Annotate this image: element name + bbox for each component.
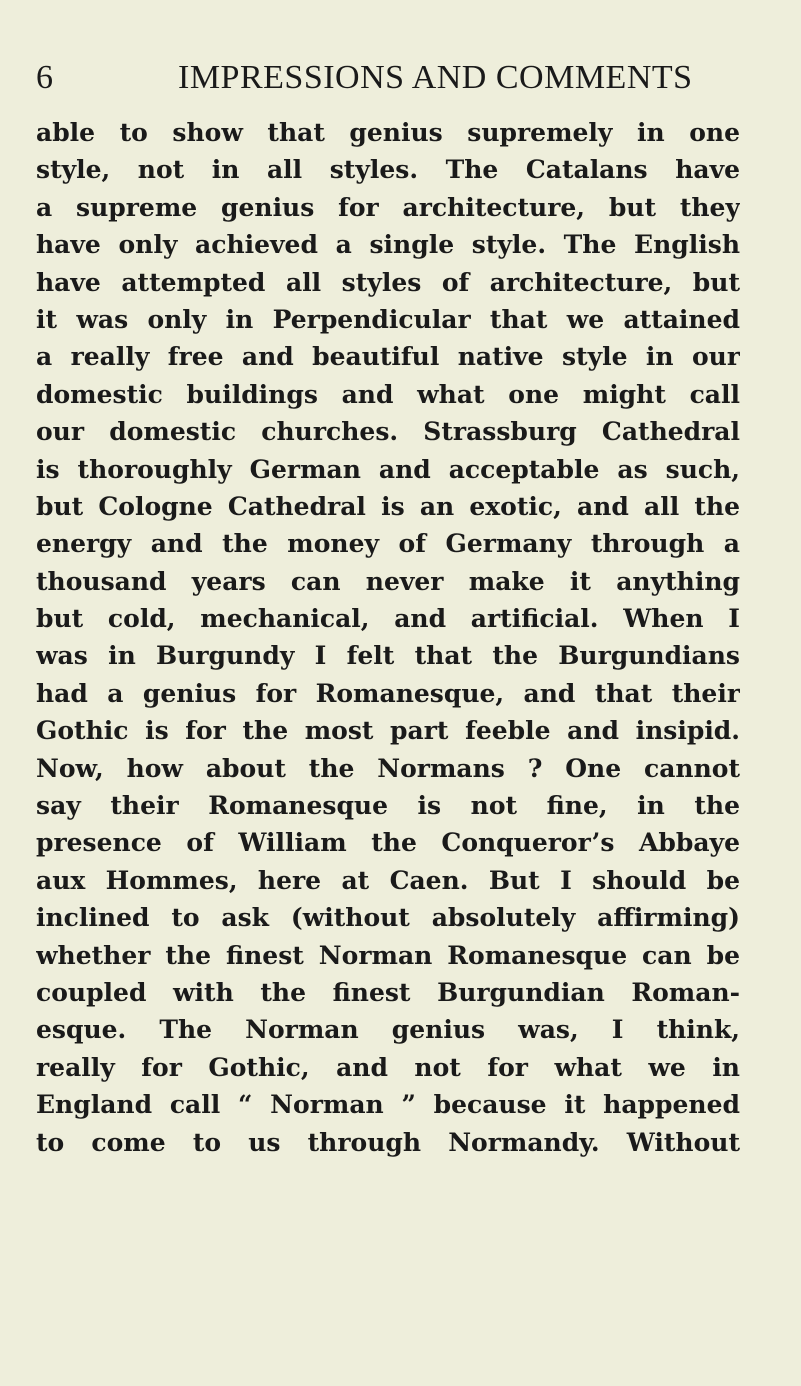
running-head (36, 58, 756, 98)
text-line: to come to us through Normandy. Without (36, 1127, 740, 1157)
text-line: but cold, mechanical, and artificial. When I (36, 604, 740, 634)
text-line: energy and the money of Germany through a (36, 529, 740, 559)
text-line: able to show that genius supremely in one (36, 118, 740, 147)
text-line: Gothic is for the most part feeble and insipid. (36, 716, 740, 746)
text-line: style, not in all styles. The Catalans have (36, 155, 740, 185)
text-line: had a genius for Romanesque, and that their (36, 678, 740, 708)
page-number: 6 (36, 59, 54, 96)
running-head-title: IMPRESSIONS AND COMMENTS (178, 59, 693, 96)
text-line: coupled with the finest Burgundian Roman- (36, 977, 740, 1007)
text-line: domestic buildings and what one might call (36, 379, 740, 409)
text-line: England call “ Norman ” because it happened (36, 1090, 740, 1120)
text-line: presence of William the Conqueror’s Abbaye (36, 828, 740, 858)
body-paragraph (36, 114, 740, 1161)
text-line: say their Romanesque is not fine, in the (36, 791, 740, 821)
text-line: aux Hommes, here at Caen. But I should be (36, 865, 740, 895)
text-line: have only achieved a single style. The English (36, 230, 740, 260)
text-line: is thoroughly German and acceptable as such, (36, 454, 740, 484)
text-line: was in Burgundy I felt that the Burgundians (36, 641, 740, 671)
text-line: esque. The Norman genius was, I think, (36, 1015, 740, 1045)
text-line: inclined to ask (without absolutely affirming) (36, 903, 740, 933)
text-line: thousand years can never make it anything (36, 566, 740, 596)
text-line: it was only in Perpendicular that we attained (36, 304, 740, 334)
text-line: whether the finest Norman Romanesque can be (36, 940, 740, 970)
text-line: a supreme genius for architecture, but they (36, 192, 740, 222)
text-line: but Cologne Cathedral is an exotic, and all the (36, 491, 740, 521)
text-line: our domestic churches. Strassburg Cathedral (36, 417, 740, 447)
text-line: a really free and beautiful native style in our (36, 342, 740, 372)
text-line: Now, how about the Normans ? One cannot (36, 753, 740, 783)
text-line: have attempted all styles of architecture, but (36, 267, 740, 297)
text-line: really for Gothic, and not for what we in (36, 1052, 740, 1082)
